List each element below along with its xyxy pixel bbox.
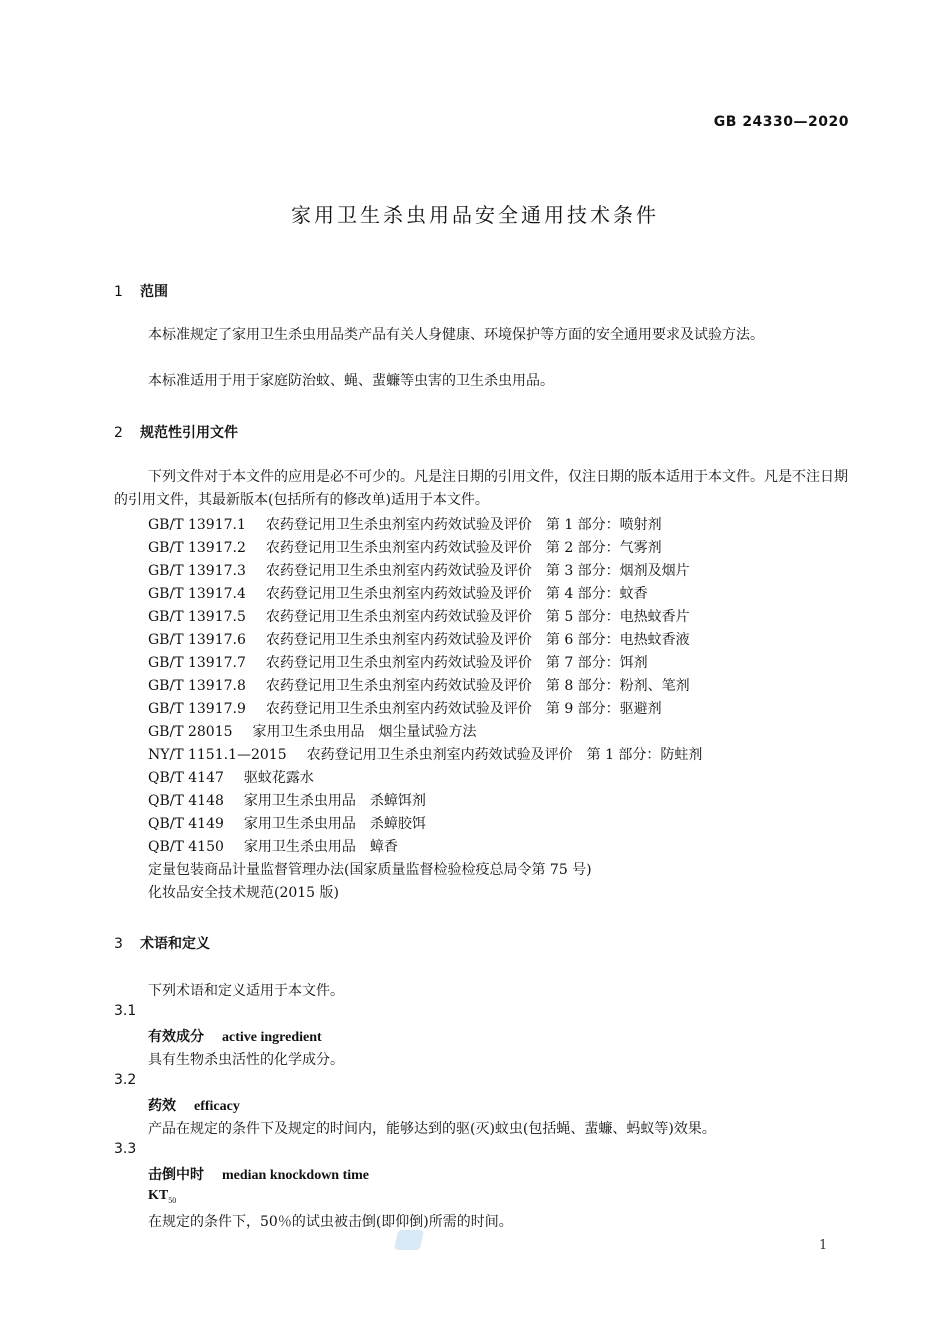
reference-item: GB/T 13917.8 农药登记用卫生杀虫剂室内药效试验及评价 第 8 部分：粉剂、笔剂 [148, 678, 690, 694]
section-number: 2 [114, 425, 123, 441]
term-heading: 药效 efficacy [148, 1098, 240, 1114]
section-number: 3 [114, 936, 123, 952]
term-number: 3.1 [114, 1003, 137, 1019]
section-1-heading [114, 281, 168, 301]
term-definition: 产品在规定的条件下及规定的时间内，能够达到的驱(灭)蚊虫(包括蝇、蜚蠊、蚂蚁等)效果。 [148, 1121, 716, 1137]
term-definition: 具有生物杀虫活性的化学成分。 [148, 1052, 344, 1068]
section-2-heading [114, 422, 238, 442]
reference-item: QB/T 4148 家用卫生杀虫用品 杀蟑饵剂 [148, 793, 426, 809]
section-title: 术语和定义 [140, 936, 210, 952]
section-title: 规范性引用文件 [140, 425, 238, 441]
reference-item: QB/T 4150 家用卫生杀虫用品 蟑香 [148, 839, 398, 855]
reference-item: GB/T 13917.2 农药登记用卫生杀虫剂室内药效试验及评价 第 2 部分：气雾剂 [148, 540, 662, 556]
term-definition: 在规定的条件下，50％的试虫被击倒(即仰倒)所需的时间。 [148, 1214, 513, 1230]
reference-item: GB/T 13917.3 农药登记用卫生杀虫剂室内药效试验及评价 第 3 部分：烟剂及烟片 [148, 563, 690, 579]
reference-item: NY/T 1151.1—2015 农药登记用卫生杀虫剂室内药效试验及评价 第 1 部分：防蛀剂 [148, 747, 703, 763]
reference-item: QB/T 4149 家用卫生杀虫用品 杀蟑胶饵 [148, 816, 426, 832]
section-title: 范围 [140, 284, 168, 300]
term-number: 3.3 [114, 1141, 137, 1157]
section-1-paragraph: 本标准适用于用于家庭防治蚊、蝇、蜚蠊等虫害的卫生杀虫用品。 [148, 373, 554, 389]
section-2-intro: 下列文件对于本文件的应用是必不可少的。凡是注日期的引用文件，仅注日期的版本适用于本文件。凡是不注日期的引用文件，其最新版本(包括所有的修改单)适用于本文件。 [114, 469, 848, 508]
reference-item: GB/T 13917.5 农药登记用卫生杀虫剂室内药效试验及评价 第 5 部分：电热蚊香片 [148, 609, 690, 625]
section-3-heading [114, 933, 210, 953]
section-1-paragraph: 本标准规定了家用卫生杀虫用品类产品有关人身健康、环境保护等方面的安全通用要求及试验方法。 [148, 327, 764, 343]
reference-item: QB/T 4147 驱蚊花露水 [148, 770, 314, 786]
term-number: 3.2 [114, 1072, 137, 1088]
term-symbol: $KT_{50}$ [148, 1188, 177, 1205]
reference-item: GB/T 28015 家用卫生杀虫用品 烟尘量试验方法 [148, 724, 477, 740]
document-title: 家用卫生杀虫用品安全通用技术条件 [291, 203, 659, 227]
reference-item: GB/T 13917.1 农药登记用卫生杀虫剂室内药效试验及评价 第 1 部分：喷射剂 [148, 517, 662, 533]
section-3-intro: 下列术语和定义适用于本文件。 [148, 983, 344, 999]
reference-item: GB/T 13917.6 农药登记用卫生杀虫剂室内药效试验及评价 第 6 部分：电热蚊香液 [148, 632, 690, 648]
term-heading: 击倒中时 median knockdown time [148, 1167, 370, 1183]
page-number: 1 [819, 1238, 828, 1253]
reference-item: 定量包装商品计量监督管理办法(国家质量监督检验检疫总局令第 75 号) [148, 862, 592, 878]
reference-item: GB/T 13917.4 农药登记用卫生杀虫剂室内药效试验及评价 第 4 部分：蚊香 [148, 586, 648, 602]
standard-number: GB 24330—2020 [713, 114, 849, 130]
reference-item: 化妆品安全技术规范(2015 版) [148, 885, 340, 901]
term-heading: 有效成分 active ingredient [148, 1029, 322, 1045]
reference-item: GB/T 13917.7 农药登记用卫生杀虫剂室内药效试验及评价 第 7 部分：饵剂 [148, 655, 648, 671]
reference-item: GB/T 13917.9 农药登记用卫生杀虫剂室内药效试验及评价 第 9 部分：驱避剂 [148, 701, 662, 717]
watermark-logo-icon [394, 1230, 424, 1250]
section-number: 1 [114, 284, 123, 300]
